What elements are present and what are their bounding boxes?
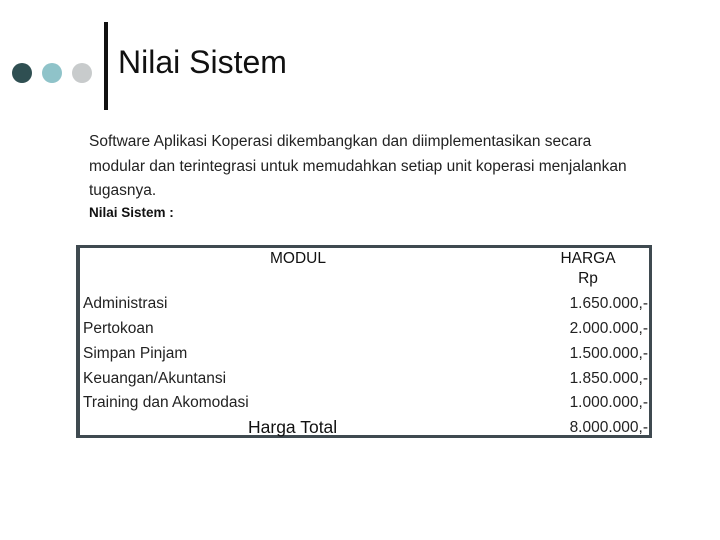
- row-modul-training: Training dan Akomodasi: [83, 394, 249, 411]
- column-header-currency: Rp: [578, 270, 598, 287]
- bullet-dot-teal: [42, 63, 62, 83]
- body-paragraph: Software Aplikasi Koperasi dikembangkan dan diimplementasikan secara modular dan terintegrasi untuk memudahkan setiap unit koperasi menjalankan tugasnya.: [89, 133, 627, 199]
- row-harga-administrasi: 1.650.000,-: [569, 295, 648, 312]
- slide-title: Nilai Sistem: [118, 44, 287, 80]
- row-modul-simpan-pinjam: Simpan Pinjam: [83, 345, 188, 362]
- column-header-modul: MODUL: [270, 250, 326, 267]
- total-value: 8.000.000,-: [569, 419, 648, 436]
- column-header-harga: HARGA: [560, 250, 616, 267]
- title-divider: [104, 22, 108, 110]
- row-harga-keuangan: 1.850.000,-: [569, 370, 648, 387]
- row-modul-keuangan: Keuangan/Akuntansi: [83, 370, 227, 387]
- bullet-dot-dark: [12, 63, 32, 83]
- row-harga-simpan-pinjam: 1.500.000,-: [569, 345, 648, 362]
- row-modul-administrasi: Administrasi: [83, 295, 168, 312]
- row-harga-training: 1.000.000,-: [569, 394, 648, 411]
- row-harga-pertokoan: 2.000.000,-: [569, 320, 648, 337]
- row-modul-pertokoan: Pertokoan: [83, 320, 154, 337]
- section-subheading: Nilai Sistem :: [89, 205, 174, 220]
- total-label: Harga Total: [248, 417, 338, 437]
- bullet-dot-gray: [72, 63, 92, 83]
